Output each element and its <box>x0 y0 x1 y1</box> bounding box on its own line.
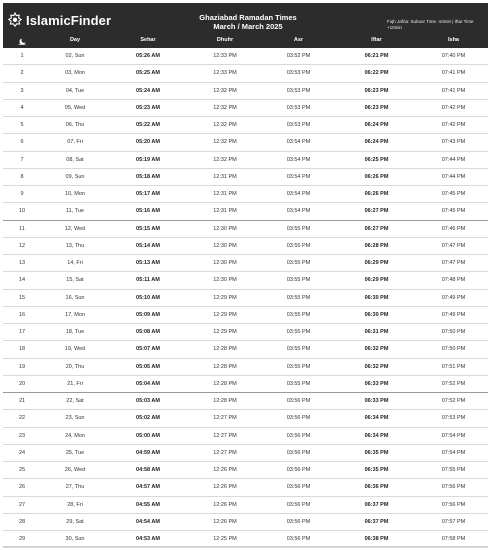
table-row <box>3 186 488 203</box>
cell-day: 09, Sun <box>41 168 109 185</box>
table-row <box>3 341 488 358</box>
table-row <box>3 496 488 513</box>
cell-dhuhr: 12:30 PM <box>187 237 263 254</box>
cell-day: 10, Mon <box>41 186 109 203</box>
cell-day: 17, Mon <box>41 306 109 323</box>
col-asr: Asr <box>293 37 304 43</box>
table-row <box>3 427 488 444</box>
cell-iftar: 06:24 PM <box>334 134 419 151</box>
cell-dhuhr: 12:26 PM <box>187 513 263 530</box>
cell-iftar: 06:31 PM <box>334 324 419 341</box>
cell-sehar: 05:10 AM <box>109 289 187 306</box>
row-number: 29 <box>3 531 41 548</box>
cell-isha: 07:45 PM <box>419 186 488 203</box>
cell-asr: 03:56 PM <box>263 462 334 479</box>
crescent-moon-icon <box>18 38 26 45</box>
table-row <box>3 48 488 65</box>
cell-sehar: 05:20 AM <box>109 134 187 151</box>
cell-asr: 03:56 PM <box>263 531 334 548</box>
row-number: 10 <box>3 203 41 220</box>
row-number: 27 <box>3 496 41 513</box>
cell-isha: 07:44 PM <box>419 151 488 168</box>
cell-sehar: 05:25 AM <box>109 65 187 82</box>
cell-day: 03, Mon <box>41 65 109 82</box>
footer-divider <box>3 546 488 547</box>
col-sehar: Sehar <box>140 37 156 43</box>
row-number: 16 <box>3 306 41 323</box>
cell-iftar: 06:26 PM <box>334 186 419 203</box>
cell-asr: 03:56 PM <box>263 496 334 513</box>
cell-dhuhr: 12:33 PM <box>187 48 263 65</box>
cell-asr: 03:54 PM <box>263 186 334 203</box>
row-number: 4 <box>3 99 41 116</box>
cell-iftar: 06:22 PM <box>334 65 419 82</box>
col-day: Day <box>69 37 81 43</box>
cell-day: 20, Thu <box>41 358 109 375</box>
cell-day: 11, Tue <box>41 203 109 220</box>
cell-isha: 07:57 PM <box>419 513 488 530</box>
row-number: 12 <box>3 237 41 254</box>
table-row <box>3 410 488 427</box>
cell-isha: 07:50 PM <box>419 324 488 341</box>
cell-dhuhr: 12:29 PM <box>187 289 263 306</box>
table-row <box>3 82 488 99</box>
col-isha: Isha <box>447 37 459 43</box>
cell-asr: 03:54 PM <box>263 168 334 185</box>
row-number: 6 <box>3 134 41 151</box>
cell-sehar: 05:09 AM <box>109 306 187 323</box>
cell-isha: 07:40 PM <box>419 48 488 65</box>
cell-iftar: 06:38 PM <box>334 531 419 548</box>
cell-isha: 07:47 PM <box>419 237 488 254</box>
cell-iftar: 06:27 PM <box>334 203 419 220</box>
cell-isha: 07:44 PM <box>419 168 488 185</box>
cell-isha: 07:41 PM <box>419 65 488 82</box>
cell-asr: 03:55 PM <box>263 272 334 289</box>
row-number: 11 <box>3 220 41 237</box>
row-number: 2 <box>3 65 41 82</box>
row-number: 9 <box>3 186 41 203</box>
cell-isha: 07:43 PM <box>419 134 488 151</box>
cell-sehar: 05:24 AM <box>109 82 187 99</box>
table-row <box>3 134 488 151</box>
cell-isha: 07:50 PM <box>419 341 488 358</box>
cell-iftar: 06:37 PM <box>334 513 419 530</box>
cell-sehar: 05:14 AM <box>109 237 187 254</box>
cell-dhuhr: 12:26 PM <box>187 462 263 479</box>
cell-isha: 07:54 PM <box>419 444 488 461</box>
table-row <box>3 151 488 168</box>
row-number: 28 <box>3 513 41 530</box>
cell-dhuhr: 12:28 PM <box>187 393 263 410</box>
cell-dhuhr: 12:31 PM <box>187 168 263 185</box>
cell-isha: 07:48 PM <box>419 272 488 289</box>
cell-isha: 07:52 PM <box>419 393 488 410</box>
cell-day: 18, Tue <box>41 324 109 341</box>
cell-dhuhr: 12:25 PM <box>187 531 263 548</box>
cell-iftar: 06:26 PM <box>334 168 419 185</box>
cell-day: 14, Fri <box>41 255 109 272</box>
cell-dhuhr: 12:26 PM <box>187 496 263 513</box>
table-row <box>3 513 488 530</box>
cell-asr: 03:53 PM <box>263 65 334 82</box>
cell-dhuhr: 12:31 PM <box>187 186 263 203</box>
cell-isha: 07:42 PM <box>419 117 488 134</box>
cell-day: 05, Wed <box>41 99 109 116</box>
cell-sehar: 05:00 AM <box>109 427 187 444</box>
cell-day: 22, Sat <box>41 393 109 410</box>
cell-iftar: 06:37 PM <box>334 496 419 513</box>
cell-iftar: 06:33 PM <box>334 375 419 392</box>
cell-iftar: 06:27 PM <box>334 220 419 237</box>
cell-asr: 03:56 PM <box>263 479 334 496</box>
cell-day: 04, Tue <box>41 82 109 99</box>
cell-isha: 07:58 PM <box>419 531 488 548</box>
cell-day: 25, Tue <box>41 444 109 461</box>
row-number: 20 <box>3 375 41 392</box>
cell-day: 27, Thu <box>41 479 109 496</box>
table-row <box>3 479 488 496</box>
page-title <box>183 13 313 31</box>
cell-dhuhr: 12:28 PM <box>187 341 263 358</box>
row-number: 26 <box>3 479 41 496</box>
cell-day: 15, Sat <box>41 272 109 289</box>
table-row <box>3 393 488 410</box>
cell-isha: 07:49 PM <box>419 289 488 306</box>
islamicfinder-logo-icon <box>7 12 23 28</box>
cell-dhuhr: 12:29 PM <box>187 306 263 323</box>
cell-dhuhr: 12:27 PM <box>187 410 263 427</box>
cell-isha: 07:49 PM <box>419 306 488 323</box>
cell-isha: 07:45 PM <box>419 203 488 220</box>
cell-day: 26, Wed <box>41 462 109 479</box>
cell-iftar: 06:28 PM <box>334 237 419 254</box>
cell-asr: 03:56 PM <box>263 513 334 530</box>
cell-sehar: 05:05 AM <box>109 358 187 375</box>
cell-sehar: 05:04 AM <box>109 375 187 392</box>
cell-iftar: 06:23 PM <box>334 99 419 116</box>
row-number: 17 <box>3 324 41 341</box>
col-iftar: Iftar <box>371 37 382 43</box>
row-number: 22 <box>3 410 41 427</box>
cell-sehar: 05:18 AM <box>109 168 187 185</box>
table-row <box>3 168 488 185</box>
cell-dhuhr: 12:30 PM <box>187 255 263 272</box>
cell-asr: 03:56 PM <box>263 410 334 427</box>
table-row <box>3 117 488 134</box>
cell-day: 30, Sun <box>41 531 109 548</box>
cell-sehar: 04:57 AM <box>109 479 187 496</box>
timetable-body <box>3 48 488 548</box>
cell-day: 13, Thu <box>41 237 109 254</box>
cell-iftar: 06:30 PM <box>334 306 419 323</box>
cell-asr: 03:53 PM <box>263 99 334 116</box>
table-row <box>3 65 488 82</box>
cell-dhuhr: 12:30 PM <box>187 272 263 289</box>
cell-iftar: 06:32 PM <box>334 341 419 358</box>
cell-dhuhr: 12:32 PM <box>187 117 263 134</box>
cell-isha: 07:55 PM <box>419 462 488 479</box>
cell-iftar: 06:21 PM <box>334 48 419 65</box>
table-row <box>3 444 488 461</box>
cell-asr: 03:55 PM <box>263 289 334 306</box>
cell-asr: 03:53 PM <box>263 82 334 99</box>
table-row <box>3 375 488 392</box>
cell-isha: 07:41 PM <box>419 82 488 99</box>
cell-sehar: 04:53 AM <box>109 531 187 548</box>
cell-isha: 07:42 PM <box>419 99 488 116</box>
table-row <box>3 289 488 306</box>
cell-asr: 03:54 PM <box>263 134 334 151</box>
table-row <box>3 220 488 237</box>
cell-sehar: 05:23 AM <box>109 99 187 116</box>
cell-asr: 03:52 PM <box>263 48 334 65</box>
cell-dhuhr: 12:29 PM <box>187 324 263 341</box>
cell-day: 02, Sun <box>41 48 109 65</box>
cell-asr: 03:56 PM <box>263 393 334 410</box>
cell-asr: 03:55 PM <box>263 341 334 358</box>
cell-dhuhr: 12:30 PM <box>187 220 263 237</box>
cell-asr: 03:55 PM <box>263 358 334 375</box>
cell-isha: 07:56 PM <box>419 479 488 496</box>
cell-dhuhr: 12:31 PM <box>187 203 263 220</box>
cell-sehar: 04:59 AM <box>109 444 187 461</box>
cell-sehar: 05:26 AM <box>109 48 187 65</box>
table-row <box>3 324 488 341</box>
cell-sehar: 05:19 AM <box>109 151 187 168</box>
cell-asr: 03:53 PM <box>263 117 334 134</box>
brand-name: IslamicFinder <box>26 12 112 28</box>
cell-isha: 07:46 PM <box>419 220 488 237</box>
cell-asr: 03:55 PM <box>263 237 334 254</box>
cell-sehar: 04:55 AM <box>109 496 187 513</box>
cell-dhuhr: 12:32 PM <box>187 134 263 151</box>
row-number: 7 <box>3 151 41 168</box>
cell-day: 23, Sun <box>41 410 109 427</box>
cell-asr: 03:55 PM <box>263 220 334 237</box>
cell-iftar: 06:32 PM <box>334 358 419 375</box>
cell-iftar: 06:29 PM <box>334 255 419 272</box>
row-number: 24 <box>3 444 41 461</box>
table-row <box>3 462 488 479</box>
cell-sehar: 04:54 AM <box>109 513 187 530</box>
cell-sehar: 05:15 AM <box>109 220 187 237</box>
cell-dhuhr: 12:32 PM <box>187 82 263 99</box>
cell-iftar: 06:25 PM <box>334 151 419 168</box>
row-number: 21 <box>3 393 41 410</box>
table-row <box>3 203 488 220</box>
timetable <box>3 48 488 548</box>
row-number: 1 <box>3 48 41 65</box>
cell-day: 28, Fri <box>41 496 109 513</box>
row-number: 19 <box>3 358 41 375</box>
cell-sehar: 05:17 AM <box>109 186 187 203</box>
cell-asr: 03:55 PM <box>263 324 334 341</box>
col-dhuhr: Dhuhr <box>216 37 234 43</box>
cell-dhuhr: 12:27 PM <box>187 444 263 461</box>
cell-day: 12, Wed <box>41 220 109 237</box>
table-row <box>3 306 488 323</box>
table-row <box>3 99 488 116</box>
cell-day: 08, Sat <box>41 151 109 168</box>
title-month: March / March 2025 <box>213 22 283 31</box>
row-number: 25 <box>3 462 41 479</box>
cell-day: 24, Mon <box>41 427 109 444</box>
cell-sehar: 05:13 AM <box>109 255 187 272</box>
cell-day: 29, Sat <box>41 513 109 530</box>
cell-asr: 03:55 PM <box>263 306 334 323</box>
table-row <box>3 255 488 272</box>
row-number: 13 <box>3 255 41 272</box>
fiqh-note: Fiqh Jafria: Suhoor Time -10min | Iftar Time +10min <box>387 19 474 30</box>
title-city: Ghaziabad Ramadan Times <box>199 13 297 22</box>
row-number: 3 <box>3 82 41 99</box>
cell-iftar: 06:29 PM <box>334 272 419 289</box>
cell-asr: 03:56 PM <box>263 427 334 444</box>
cell-asr: 03:54 PM <box>263 203 334 220</box>
row-number: 8 <box>3 168 41 185</box>
cell-iftar: 06:23 PM <box>334 82 419 99</box>
cell-isha: 07:56 PM <box>419 496 488 513</box>
table-row <box>3 358 488 375</box>
cell-day: 19, Wed <box>41 341 109 358</box>
cell-sehar: 05:02 AM <box>109 410 187 427</box>
cell-day: 06, Thu <box>41 117 109 134</box>
cell-sehar: 05:03 AM <box>109 393 187 410</box>
cell-isha: 07:51 PM <box>419 358 488 375</box>
cell-dhuhr: 12:32 PM <box>187 151 263 168</box>
cell-isha: 07:52 PM <box>419 375 488 392</box>
column-header <box>3 35 488 48</box>
cell-dhuhr: 12:26 PM <box>187 479 263 496</box>
header-bar <box>3 3 488 35</box>
cell-asr: 03:55 PM <box>263 255 334 272</box>
cell-iftar: 06:36 PM <box>334 479 419 496</box>
cell-isha: 07:47 PM <box>419 255 488 272</box>
cell-iftar: 06:34 PM <box>334 427 419 444</box>
cell-iftar: 06:35 PM <box>334 462 419 479</box>
cell-day: 07, Fri <box>41 134 109 151</box>
cell-day: 16, Sun <box>41 289 109 306</box>
cell-sehar: 05:11 AM <box>109 272 187 289</box>
cell-sehar: 04:58 AM <box>109 462 187 479</box>
cell-asr: 03:55 PM <box>263 375 334 392</box>
table-row <box>3 237 488 254</box>
cell-iftar: 06:24 PM <box>334 117 419 134</box>
row-number: 14 <box>3 272 41 289</box>
row-number: 5 <box>3 117 41 134</box>
cell-dhuhr: 12:28 PM <box>187 375 263 392</box>
cell-dhuhr: 12:32 PM <box>187 99 263 116</box>
cell-dhuhr: 12:27 PM <box>187 427 263 444</box>
row-number: 15 <box>3 289 41 306</box>
cell-sehar: 05:16 AM <box>109 203 187 220</box>
cell-asr: 03:56 PM <box>263 444 334 461</box>
cell-iftar: 06:33 PM <box>334 393 419 410</box>
cell-dhuhr: 12:33 PM <box>187 65 263 82</box>
cell-iftar: 06:35 PM <box>334 444 419 461</box>
brand-logo[interactable] <box>7 12 111 28</box>
cell-sehar: 05:07 AM <box>109 341 187 358</box>
cell-sehar: 05:22 AM <box>109 117 187 134</box>
cell-isha: 07:53 PM <box>419 410 488 427</box>
cell-isha: 07:54 PM <box>419 427 488 444</box>
row-number: 23 <box>3 427 41 444</box>
cell-asr: 03:54 PM <box>263 151 334 168</box>
cell-day: 21, Fri <box>41 375 109 392</box>
cell-sehar: 05:08 AM <box>109 324 187 341</box>
cell-dhuhr: 12:28 PM <box>187 358 263 375</box>
table-row <box>3 272 488 289</box>
row-number: 18 <box>3 341 41 358</box>
cell-iftar: 06:30 PM <box>334 289 419 306</box>
cell-iftar: 06:34 PM <box>334 410 419 427</box>
